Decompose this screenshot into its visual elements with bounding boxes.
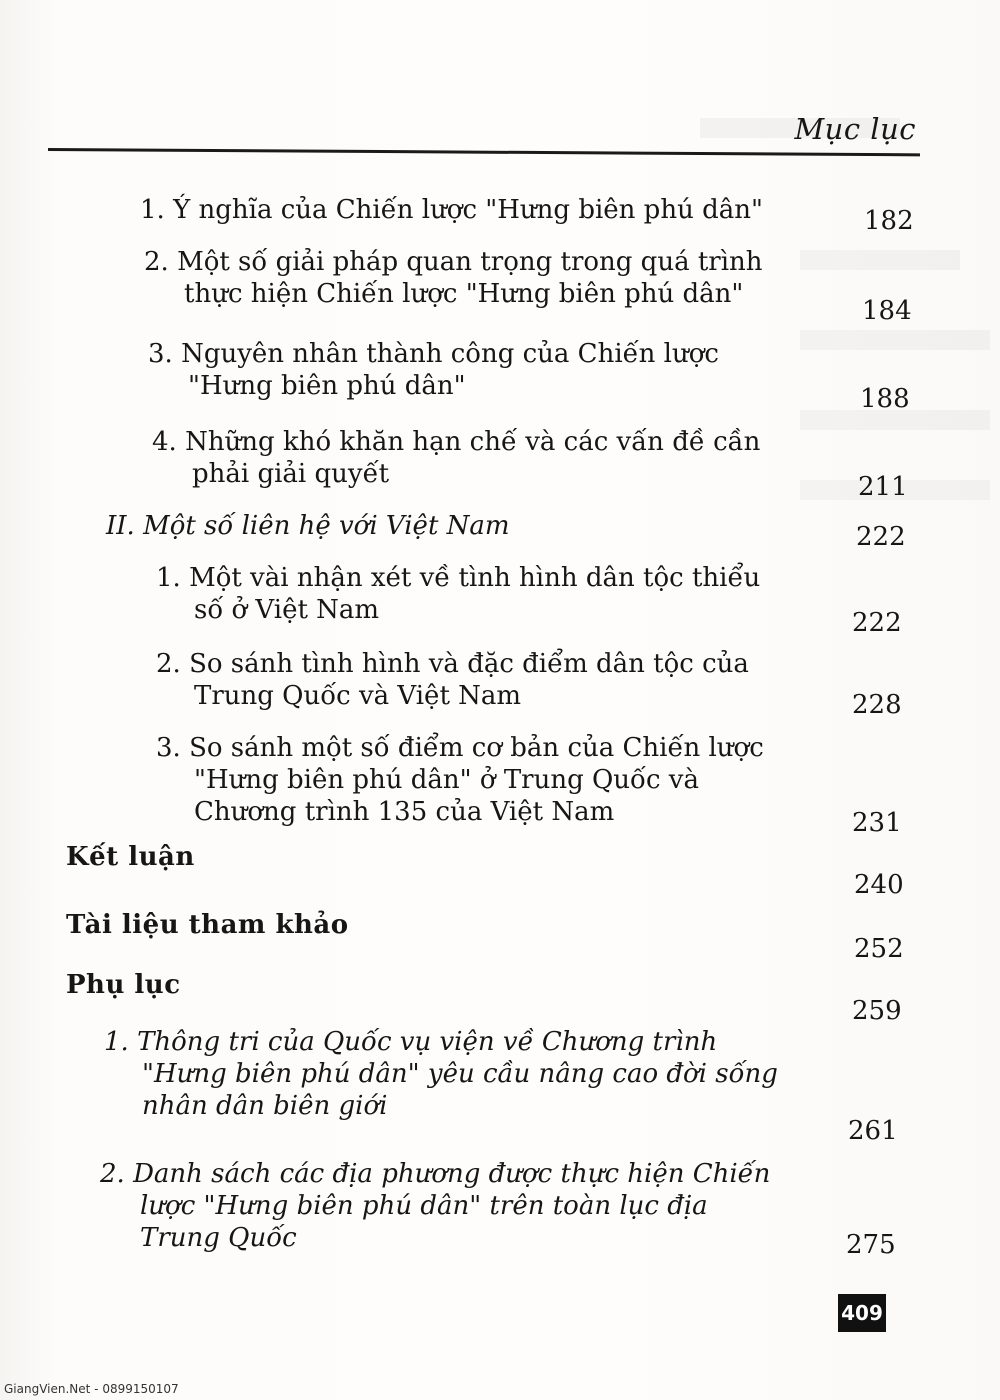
toc-entry-line: 1. Thông tri của Quốc vụ viện về Chương trình [104, 1027, 718, 1057]
header-rule [48, 148, 920, 156]
toc-entry [144, 246, 763, 310]
toc-entry-line: 1. Ý nghĩa của Chiến lược "Hưng biên phú dân" [140, 195, 763, 225]
running-header-title: Mục lục [794, 112, 916, 146]
toc-entry-line: 3. Nguyên nhân thành công của Chiến lược [148, 339, 719, 369]
toc-page-number: 275 [846, 1230, 896, 1260]
toc-page-number: 261 [848, 1116, 898, 1146]
toc-page-number: 222 [856, 522, 906, 552]
toc-page-number: 182 [864, 206, 914, 236]
toc-page-number: 259 [852, 996, 902, 1026]
toc-entry-line: Trung Quốc và Việt Nam [194, 681, 522, 711]
toc-page-number: 184 [862, 296, 912, 326]
toc-entry [156, 562, 760, 626]
toc-entry-line: nhân dân biên giới [142, 1091, 388, 1121]
toc-entry-line: 3. So sánh một số điểm cơ bản của Chiến lược [156, 733, 764, 763]
toc-entry-line: 2. Danh sách các địa phương được thực hiện Chiến [100, 1159, 771, 1189]
toc-entry [156, 648, 749, 712]
toc-page-number: 228 [852, 690, 902, 720]
toc-entry [148, 338, 719, 402]
toc-page-number: 252 [854, 934, 904, 964]
toc-appendix-entry [104, 1026, 778, 1122]
toc-entry-line: "Hưng biên phú dân" ở Trung Quốc và [194, 765, 699, 795]
toc-page-number: 240 [854, 870, 904, 900]
toc-chapter-heading: Phụ lục [66, 970, 181, 1000]
toc-entry-line: 1. Một vài nhận xét về tình hình dân tộc thiểu [156, 563, 761, 593]
toc-entry-line: "Hưng biên phú dân" [188, 371, 466, 401]
toc-entry-line: thực hiện Chiến lược "Hưng biên phú dân" [184, 279, 744, 309]
toc-page-number: 211 [858, 472, 908, 502]
toc-entry-line: Trung Quốc [140, 1223, 297, 1253]
toc-chapter-heading: Kết luận [66, 842, 195, 872]
toc-subsection-heading [106, 510, 510, 542]
toc-entry-line: 4. Những khó khăn hạn chế và các vấn đề cần [152, 427, 761, 457]
toc-entry-line: lược "Hưng biên phú dân" trên toàn lục địa [140, 1191, 708, 1221]
show-through-shadow [800, 250, 960, 270]
toc-entry [140, 194, 763, 226]
toc-entry [152, 426, 760, 490]
toc-entry [156, 732, 764, 828]
toc-entry-line: 2. So sánh tình hình và đặc điểm dân tộc của [156, 649, 749, 679]
toc-page-number: 188 [860, 384, 910, 414]
show-through-shadow [800, 330, 990, 350]
source-watermark: GiangVien.Net - 0899150107 [4, 1382, 179, 1396]
toc-entry-line: phải giải quyết [192, 459, 390, 489]
toc-entry-line: 2. Một số giải pháp quan trọng trong quá trình [144, 247, 763, 277]
page-folio-number: 409 [838, 1294, 886, 1332]
toc-page-number: 231 [852, 808, 902, 838]
toc-entry-line: số ở Việt Nam [194, 595, 380, 625]
toc-entry-line: Chương trình 135 của Việt Nam [194, 797, 615, 827]
toc-appendix-entry [100, 1158, 770, 1254]
toc-entry-line: II. Một số liên hệ với Việt Nam [106, 511, 510, 541]
toc-entry-line: "Hưng biên phú dân" yêu cầu nâng cao đời sống [142, 1059, 778, 1089]
toc-chapter-heading: Tài liệu tham khảo [66, 910, 349, 940]
toc-page-number: 222 [852, 608, 902, 638]
